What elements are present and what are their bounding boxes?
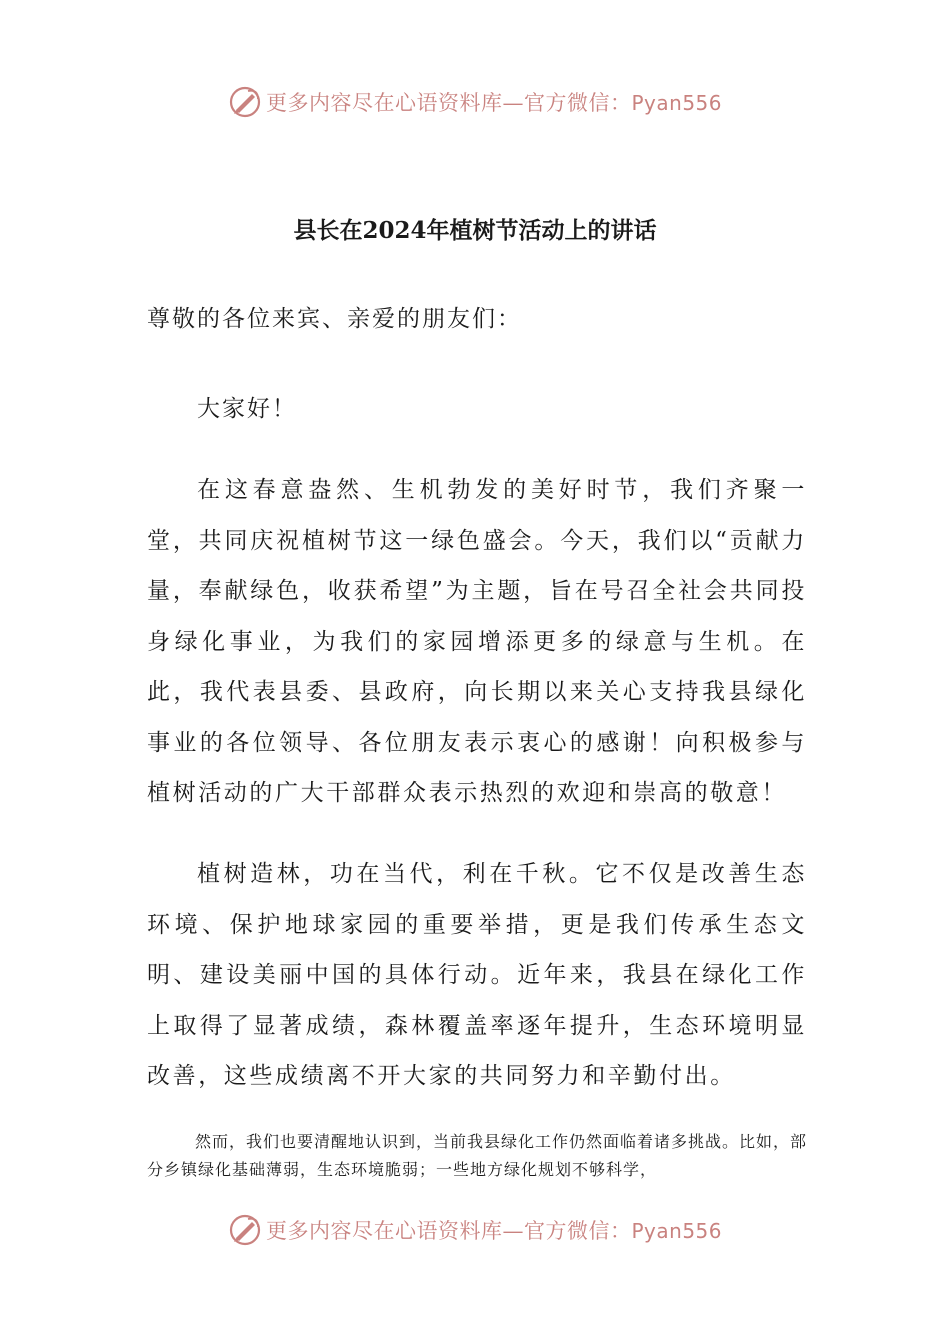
pen-logo-icon — [228, 1213, 262, 1247]
paragraph-2: 植树造林，功在当代，利在千秋。它不仅是改善生态环境、保护地球家园的重要举措，更是我们传承生态文明、建设美丽中国的具体行动。近年来，我县在绿化工作上取得了显著成绩，森林覆盖率逐年提升，生态环境明显改善，这些成绩离不开大家的共同努力和辛勤付出。 — [147, 861, 807, 1089]
banner-text: 更多内容尽在心语资料库—官方微信：Pyan556 — [265, 1219, 722, 1243]
paragraph-1: 在这春意盎然、生机勃发的美好时节，我们齐聚一堂，共同庆祝植树节这一绿色盛会。今天，我们以“贡献力量，奉献绿色，收获希望”为主题，旨在号召全社会共同投身绿化事业，为我们的家园增添更多的绿意与生机。在此，我代表县委、县政府，向长期以来关心支持我县绿化事业的各位领导、各位朋友表示衷心的感谢！向积极参与植树活动的广大干部群众表示热烈的欢迎和崇高的敬意！ — [147, 477, 807, 806]
header-banner — [0, 82, 950, 122]
paragraph-3: 然而，我们也要清醒地认识到，当前我县绿化工作仍然面临着诸多挑战。比如，部分乡镇绿化基础薄弱，生态环境脆弱；一些地方绿化规划不够科学， — [147, 1132, 808, 1179]
footer-banner — [0, 1210, 950, 1250]
wechat-id: Pyan556 — [631, 1219, 722, 1243]
greeting: 大家好！ — [197, 396, 297, 422]
banner-text: 更多内容尽在心语资料库—官方微信：Pyan556 — [265, 91, 722, 115]
wechat-id: Pyan556 — [631, 91, 722, 115]
document-title: 县长在2024年植树节活动上的讲话 — [293, 217, 657, 244]
pen-logo-icon — [228, 85, 262, 119]
salutation: 尊敬的各位来宾、亲爱的朋友们： — [147, 306, 522, 332]
